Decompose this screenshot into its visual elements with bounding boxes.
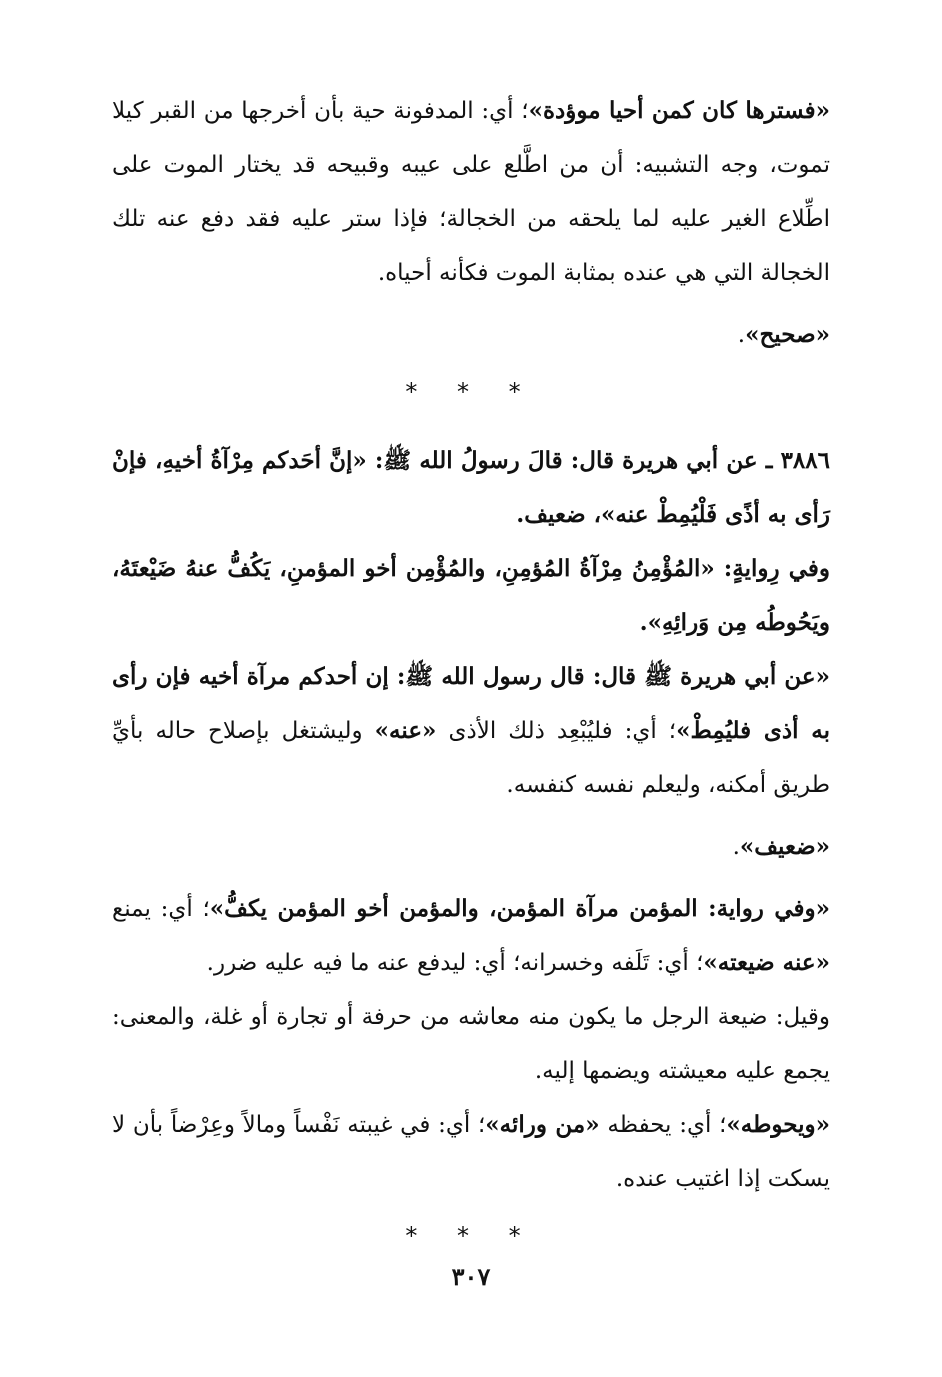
commentary-paragraph: وقيل: ضيعة الرجل ما يكون منه معاشه من حرفة أو تجارة أو غلة، والمعنى: يجمع عليه معيشته ويضمها إليه. — [112, 1004, 830, 1084]
quoted-text: «عن أبي هريرة ﷺ قال: قال رسول الله ﷺ: إن أحدكم مرآة أخيه فإن رأى به أذى فليُمِطْ» — [112, 663, 830, 744]
page-number: ٣٠٧ — [451, 1262, 491, 1291]
commentary-paragraph: «وفي رواية: المؤمن مرآة المؤمن، والمؤمن أخو المؤمن يكفُّ»؛ أي: يمنع «عنه ضيعته»؛ أي: تَلَفه وخسرانه؛ أي: ليدفع عنه ما فيه عليه ضرر. — [112, 895, 830, 976]
section-divider: * * * — [405, 378, 537, 406]
commentary-paragraph — [112, 84, 830, 300]
grading-line: «صحيح». — [737, 321, 830, 348]
quoted-text: «فسترها كان كمن أحيا موؤدة» — [528, 97, 830, 124]
hadith-variant: وفي رِوايةٍ: «المُؤْمِنُ مِرْآةُ المُؤمِنِ، والمُؤْمِن أخو المؤمنِ، يَكُفُّ عنهُ ضَيْعتَهُ، ويَحُوطُه مِن وَرائِهِ». — [112, 555, 830, 636]
section-divider: * * * — [405, 1222, 537, 1250]
commentary-paragraph: «عن أبي هريرة ﷺ قال: قال رسول الله ﷺ: إن أحدكم مرآة أخيه فإن رأى به أذى فليُمِطْ»؛ أي: فليُبْعِد ذلك الأذى «عنه» وليشتغل بإصلاح حاله بأيِّ طريق أمكنه، وليعلم نفسه كنفسه. — [112, 663, 830, 798]
quoted-text: «ويحوطه» — [726, 1111, 831, 1138]
quoted-text: «وفي رواية: المؤمن مرآة المؤمن، والمؤمن أخو المؤمن يكفُّ» — [209, 895, 830, 922]
explanation-text: ؛ أي: المدفونة حية بأن أخرجها من القبر كيلا تموت، وجه التشبيه: أن من اطَّلع على عيبه وقبيحه قد يختار الموت على اطِّلاع الغير عليه لما يلحقه من الخجالة؛ فإذا ستر عليه فقد دفع عنه تلك الخجالة التي هي عنده بمثابة الموت فكأنه أحياه. — [112, 98, 831, 286]
grading-label: «صحيح» — [745, 321, 830, 348]
hadith-text: ٣٨٨٦ ـ عن أبي هريرة قال: قالَ رسولُ الله ﷺ: «إنَّ أحَدكم مِرْآةُ أخيهِ، فإنْ رَأى به أذًى فَلْيُمِطْ عنه»، ضعيف. — [112, 447, 830, 528]
grading-label: «ضعيف» — [739, 833, 830, 860]
page-body — [112, 84, 830, 1278]
commentary-paragraph: «ويحوطه»؛ أي: يحفظه «من ورائه»؛ أي: في غيبته نَفْساً ومالاً وعِرْضاً بأن لا يسكت إذا اغتيب عنده. — [112, 1111, 831, 1192]
grading-line: «ضعيف». — [732, 833, 830, 860]
